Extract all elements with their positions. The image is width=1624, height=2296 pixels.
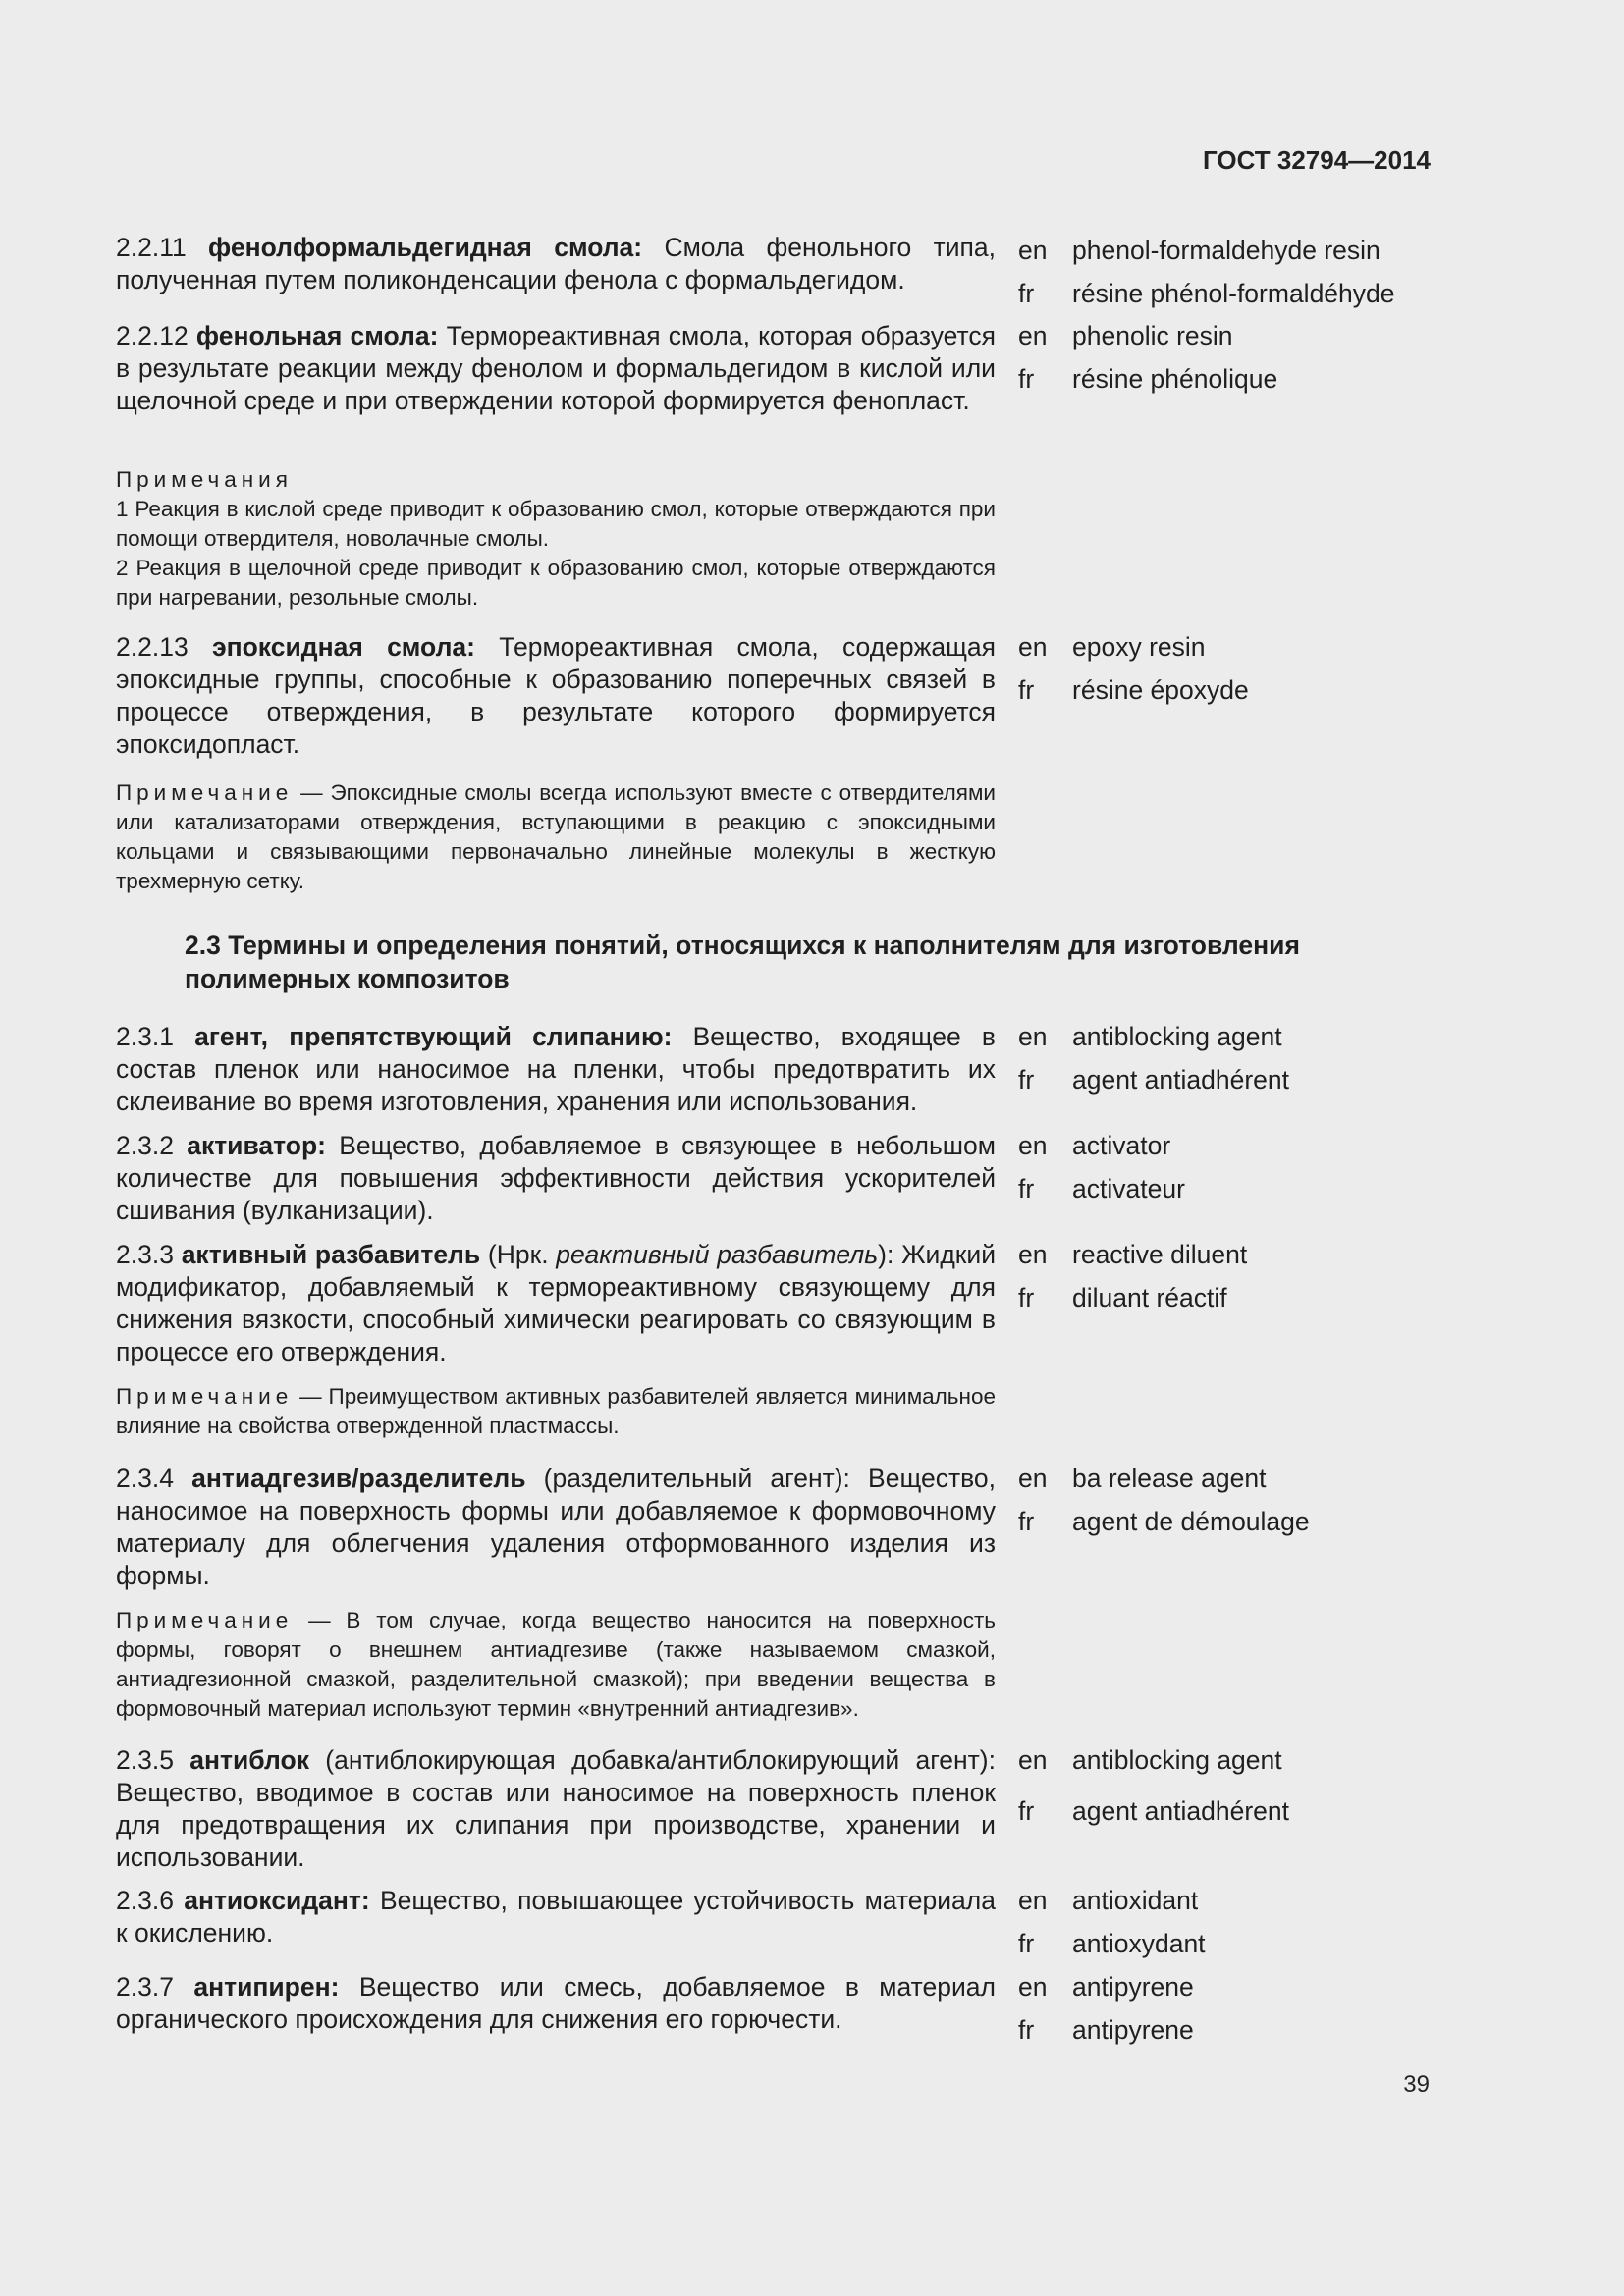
lang-en: en: [1018, 1022, 1048, 1051]
translations-2-3-4: [1018, 1463, 1310, 1549]
lang-fr: fr: [1018, 1065, 1035, 1095]
note-label: Примечание: [116, 1384, 294, 1409]
translations-2-2-11: [1018, 235, 1395, 321]
clause-number: 2.2.11: [116, 233, 187, 262]
definition-text: Термореактивная смола, которая образуется в результате реакции между фенолом и формальдегидом в кислой или щелочной среде и при отверждении которой формируется фенопласт.: [116, 321, 996, 415]
note-text: — Эпоксидные смолы всегда используют вместе с отвердителями или катализаторами отверждения, вступающими в реакцию с эпоксидными кольцами и связывающими первоначально линейные молекулы в жесткую трехмерную сетку.: [116, 780, 996, 893]
lang-en: en: [1018, 1131, 1048, 1160]
term: антиадгезив/разделитель: [191, 1464, 526, 1493]
clause-number: 2.3.5: [116, 1745, 174, 1775]
translations-2-3-6: [1018, 1885, 1206, 1971]
term-en: epoxy resin: [1072, 632, 1206, 662]
definition-text: (разделительный агент): Вещество, наносимое на поверхность формы или добавляемое к формовочному материалу для облегчения удаления отформованного изделия из формы.: [116, 1464, 996, 1590]
note-2-3-4: [116, 1606, 996, 1724]
term: агент, препятствующий слипанию:: [194, 1022, 673, 1051]
definition-prefix: (Нрк.: [480, 1240, 557, 1269]
note-text: — В том случае, когда вещество наносится на поверхность формы, говорят о внешнем антиадгезиве (также называемом смазкой, антиадгезионной смазкой, разделительной смазкой); при введении вещества в формовочный материал используют термин «внутренний антиадгезив».: [116, 1608, 996, 1721]
term: активный разбавитель: [181, 1240, 481, 1269]
lang-fr: fr: [1018, 1283, 1035, 1312]
definition-2-3-3: [116, 1239, 996, 1368]
definition-text: Вещество, повышающее устойчивость материала к окислению.: [116, 1886, 996, 1948]
lang-en: en: [1018, 1464, 1048, 1493]
clause-number: 2.3.3: [116, 1240, 174, 1269]
definition-text: (антиблокирующая добавка/антиблокирующий агент): Вещество, вводимое в состав или наносимое на поверхность пленок для предотвращения их слипания при производстве, хранении и использовании.: [116, 1745, 996, 1872]
term-en: phenolic resin: [1072, 321, 1233, 350]
translations-2-3-2: [1018, 1130, 1185, 1216]
term: антипирен:: [193, 1972, 340, 2002]
definition-2-2-13: [116, 631, 996, 761]
lang-fr: fr: [1018, 279, 1035, 308]
lang-fr: fr: [1018, 1929, 1035, 1958]
definition-text: Вещество, входящее в состав пленок или наносимое на пленки, чтобы предотвратить их склеивание во время изготовления, хранения или использования.: [116, 1022, 996, 1116]
term: эпоксидная смола:: [211, 632, 475, 662]
term-en: activator: [1072, 1131, 1171, 1160]
note-2-3-3: [116, 1382, 996, 1441]
clause-number: 2.3.1: [116, 1022, 174, 1051]
clause-number: 2.3.2: [116, 1131, 174, 1160]
translations-2-3-7: [1018, 1971, 1194, 2057]
clause-number: 2.3.7: [116, 1972, 174, 2002]
term: антиблок: [189, 1745, 309, 1775]
term-en: antioxidant: [1072, 1886, 1199, 1915]
definition-text: Термореактивная смола, содержащая эпоксидные группы, способные к образованию поперечных связей в процессе отверждения, в результате которого формируется эпоксидопласт.: [116, 632, 997, 759]
term-fr: antioxydant: [1072, 1929, 1206, 1958]
term-fr: agent antiadhérent: [1072, 1065, 1290, 1095]
translations-2-2-13: [1018, 631, 1249, 718]
definition-text: Смола фенольного типа, полученная путем поликонденсации фенола с формальдегидом.: [116, 233, 996, 294]
note-2-2-13: [116, 778, 996, 896]
term-fr: agent antiadhérent: [1072, 1796, 1290, 1826]
clause-number: 2.3.6: [116, 1886, 174, 1915]
lang-fr: fr: [1018, 364, 1035, 394]
term: активатор:: [187, 1131, 326, 1160]
term-fr: antipyrene: [1072, 2015, 1194, 2045]
definition-2-3-4: [116, 1463, 996, 1592]
translations-2-3-5: [1018, 1744, 1289, 1839]
term: фенолформальдегидная смола:: [208, 233, 643, 262]
lang-fr: fr: [1018, 1796, 1035, 1826]
translations-2-2-12: [1018, 320, 1277, 406]
lang-en: en: [1018, 236, 1048, 265]
lang-en: en: [1018, 632, 1048, 662]
note-item: 2 Реакция в щелочной среде приводит к образованию смол, которые отверждаются при нагревании, резольные смолы.: [116, 556, 996, 610]
term-fr: diluant réactif: [1072, 1283, 1227, 1312]
lang-en: en: [1018, 1745, 1048, 1775]
term-en: reactive diluent: [1072, 1240, 1248, 1269]
term-fr: résine phénol-formaldéhyde: [1072, 279, 1395, 308]
definition-2-3-1: [116, 1021, 996, 1118]
document-header: ГОСТ 32794—2014: [1203, 145, 1431, 175]
definition-2-3-2: [116, 1130, 996, 1227]
term-en: antiblocking agent: [1072, 1745, 1282, 1775]
lang-en: en: [1018, 1240, 1048, 1269]
clause-number: 2.3.4: [116, 1464, 174, 1493]
deprecated-term: реактивный разбавитель: [556, 1240, 879, 1269]
lang-en: en: [1018, 321, 1048, 350]
lang-fr: fr: [1018, 675, 1035, 705]
term-fr: résine phénolique: [1072, 364, 1278, 394]
lang-en: en: [1018, 1972, 1048, 2002]
definition-text: Вещество или смесь, добавляемое в материал органического происхождения для снижения его горючести.: [116, 1972, 996, 2034]
translations-2-3-3: [1018, 1239, 1247, 1325]
definition-text: Вещество, добавляемое в связующее в небольшом количестве для повышения эффективности действия ускорителей сшивания (вулканизации).: [116, 1131, 996, 1225]
page-number: 39: [1403, 2071, 1430, 2098]
definition-2-3-5: [116, 1744, 996, 1874]
lang-fr: fr: [1018, 1174, 1035, 1203]
term-en: antipyrene: [1072, 1972, 1194, 2002]
note-label: Примечание: [116, 1608, 294, 1632]
lang-en: en: [1018, 1886, 1048, 1915]
lang-fr: fr: [1018, 2015, 1035, 2045]
term-en: antiblocking agent: [1072, 1022, 1282, 1051]
definition-text: ): Жидкий модификатор, добавляемый к термореактивному связующему для снижения вязкости, способный химически реагировать со связующим в процессе его отверждения.: [116, 1240, 996, 1366]
section-heading: 2.3 Термины и определения понятий, относящихся к наполнителям для изготовления полимерных композитов: [185, 931, 1300, 993]
term-fr: agent de démoulage: [1072, 1507, 1310, 1536]
note-label: Примечания: [116, 467, 293, 492]
term: антиоксидант:: [184, 1886, 370, 1915]
term-fr: activateur: [1072, 1174, 1185, 1203]
note-text: — Преимуществом активных разбавителей является минимальное влияние на свойства отвержденной пластмассы.: [116, 1384, 996, 1438]
term-en: ba release agent: [1072, 1464, 1267, 1493]
term: фенольная смола:: [195, 321, 439, 350]
lang-fr: fr: [1018, 1507, 1035, 1536]
definition-2-2-11: [116, 232, 996, 296]
note-2-2-12: [116, 465, 996, 613]
definition-2-3-7: [116, 1971, 996, 2036]
definition-2-2-12: [116, 320, 996, 417]
note-label: Примечание: [116, 780, 294, 805]
term-en: phenol-formaldehyde resin: [1072, 236, 1380, 265]
translations-2-3-1: [1018, 1021, 1289, 1107]
note-item: 1 Реакция в кислой среде приводит к образованию смол, которые отверждаются при помощи отвердителя, новолачные смолы.: [116, 497, 996, 551]
term-fr: résine époxyde: [1072, 675, 1249, 705]
definition-2-3-6: [116, 1885, 996, 1949]
clause-number: 2.2.12: [116, 321, 189, 350]
clause-number: 2.2.13: [116, 632, 189, 662]
